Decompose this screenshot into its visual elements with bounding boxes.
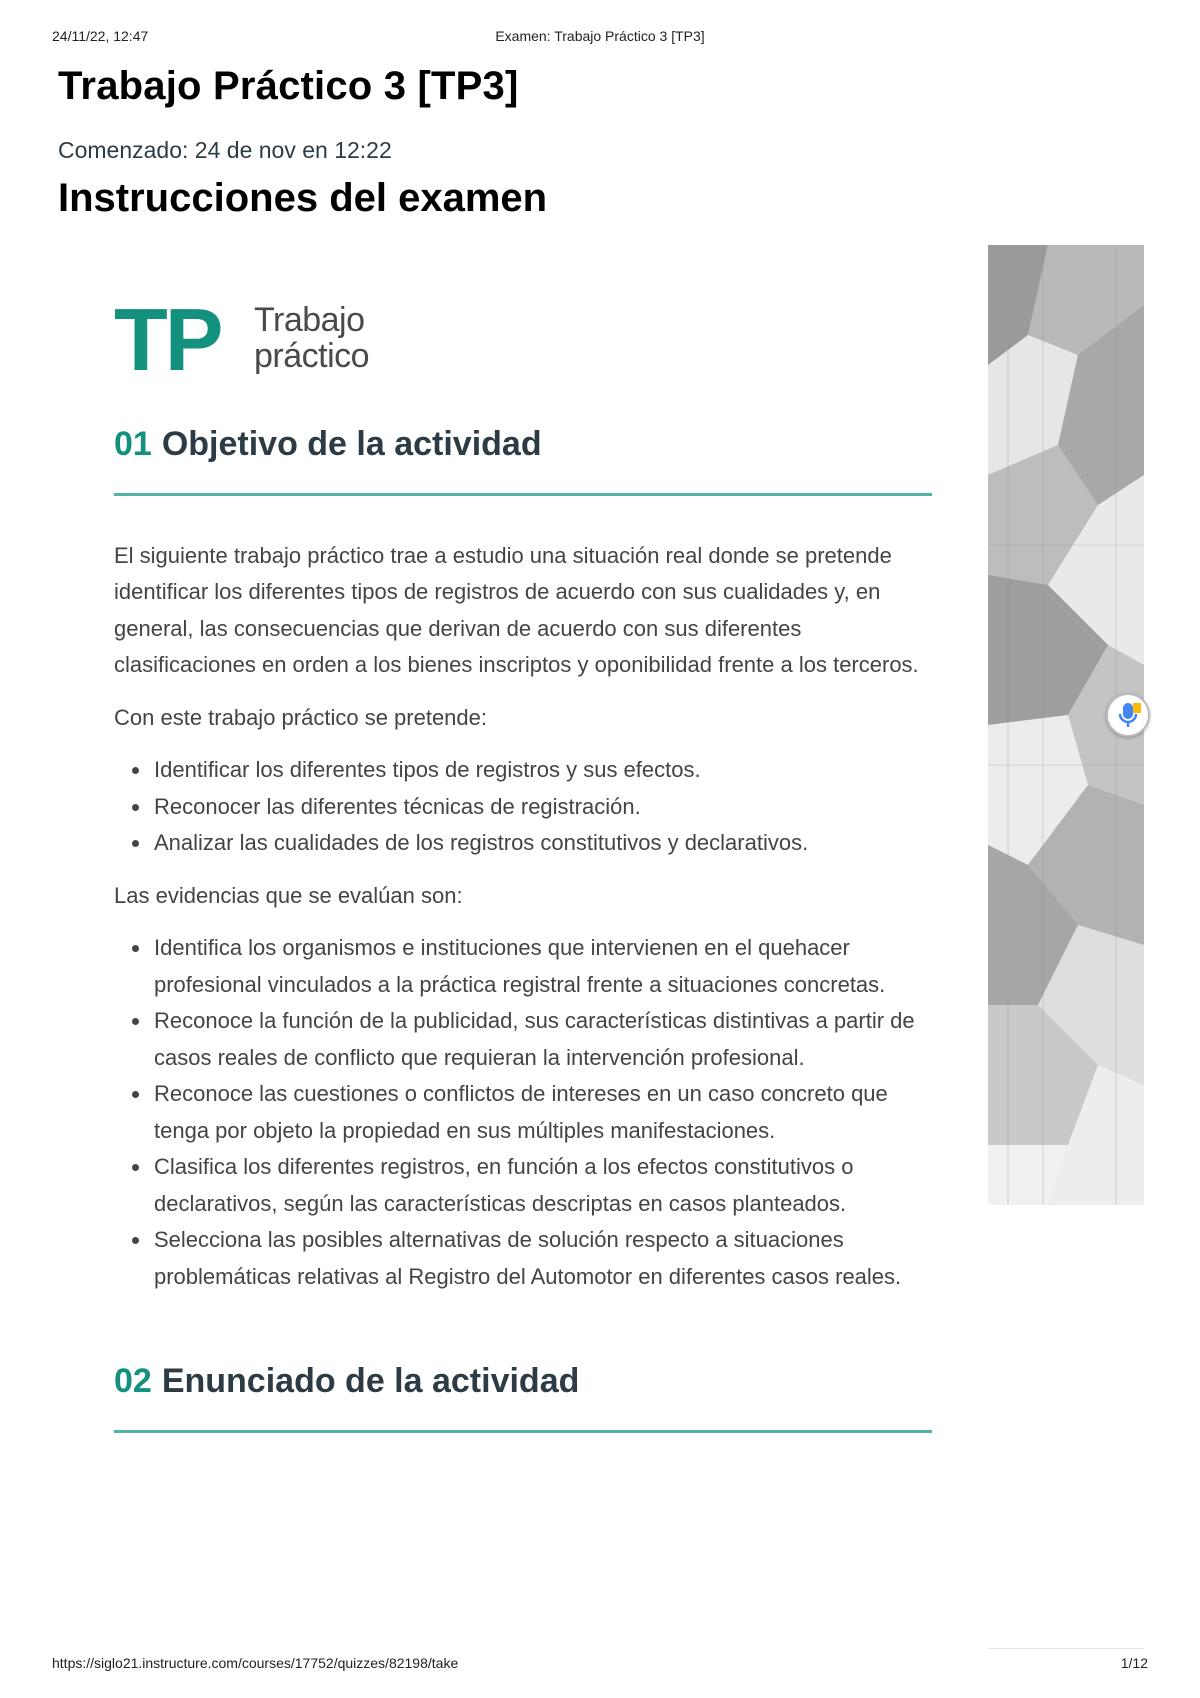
print-date: 24/11/22, 12:47 <box>52 28 149 44</box>
instructions-heading: Instrucciones del examen <box>58 176 548 220</box>
list-item: • Clasifica los diferentes registros, en función a los efectos constitutivos o declarativos, según las características descriptas en casos planteados. <box>152 1149 932 1222</box>
section-heading-objetivo <box>114 424 932 465</box>
tp-logo-mark: TP <box>114 290 221 389</box>
print-footer <box>52 1655 1148 1675</box>
list-item: • Reconocer las diferentes técnicas de registración. <box>152 789 932 826</box>
tp-logo-word-line1: Trabajo <box>254 301 365 339</box>
page-number: 1/12 <box>1120 1655 1148 1671</box>
list-item: • Identifica los organismos e instituciones que intervienen en el quehacer profesional vinculados a la práctica registral frente a situaciones concretas. <box>152 930 932 1003</box>
microphone-icon <box>1113 700 1143 730</box>
list-item: • Analizar las cualidades de los registros constitutivos y declarativos. <box>152 825 932 862</box>
evidence-list <box>114 930 932 1295</box>
quiz-title: Trabajo Práctico 3 [TP3] <box>58 64 519 108</box>
print-document-title: Examen: Trabajo Práctico 3 [TP3] <box>495 28 705 44</box>
list-item: • Reconoce la función de la publicidad, sus características distintivas a partir de casos reales de conflicto que requieran la intervención profesional. <box>152 1003 932 1076</box>
section-number: 01 <box>114 425 152 463</box>
tp-logo-word <box>254 302 369 374</box>
page-url: https://siglo21.instructure.com/courses/17752/quizzes/82198/take <box>52 1655 459 1671</box>
section-divider <box>114 493 932 496</box>
list-item: • Selecciona las posibles alternativas de solución respecto a situaciones problemáticas relativas al Registro del Automotor en diferentes casos reales. <box>152 1222 932 1295</box>
section-title: Objetivo de la actividad <box>161 425 542 463</box>
evidence-lead: Las evidencias que se evalúan son: <box>114 882 463 908</box>
instructions-content <box>114 290 932 1433</box>
list-item: • Identificar los diferentes tipos de registros y sus efectos. <box>152 752 932 789</box>
print-header <box>52 28 1148 48</box>
goals-lead: Con este trabajo práctico se pretende: <box>114 704 488 730</box>
section-title: Enunciado de la actividad <box>161 1362 580 1401</box>
objective-paragraph: El siguiente trabajo práctico trae a estudio una situación real donde se pretende identificar los diferentes tipos de registros de acuerdo con sus cualidades y, en general, las consecuencias que derivan de acuerdo con sus diferentes clasificaciones en orden a los bienes inscriptos y oponibilidad frente a los terceros. <box>114 542 919 678</box>
voice-input-button[interactable] <box>1106 693 1150 737</box>
list-item: • Reconoce las cuestiones o conflictos de intereses en un caso concreto que tenga por objeto la propiedad en sus múltiples manifestaciones. <box>152 1076 932 1149</box>
section-number: 02 <box>114 1362 152 1401</box>
goals-list <box>114 752 932 862</box>
footer-divider <box>988 1648 1144 1649</box>
tp-logo <box>114 290 932 400</box>
section-divider <box>114 1430 932 1433</box>
quiz-started-time: Comenzado: 24 de nov en 12:22 <box>58 137 392 163</box>
section-heading-enunciado <box>114 1361 932 1402</box>
tp-logo-word-line2: práctico <box>254 337 370 375</box>
